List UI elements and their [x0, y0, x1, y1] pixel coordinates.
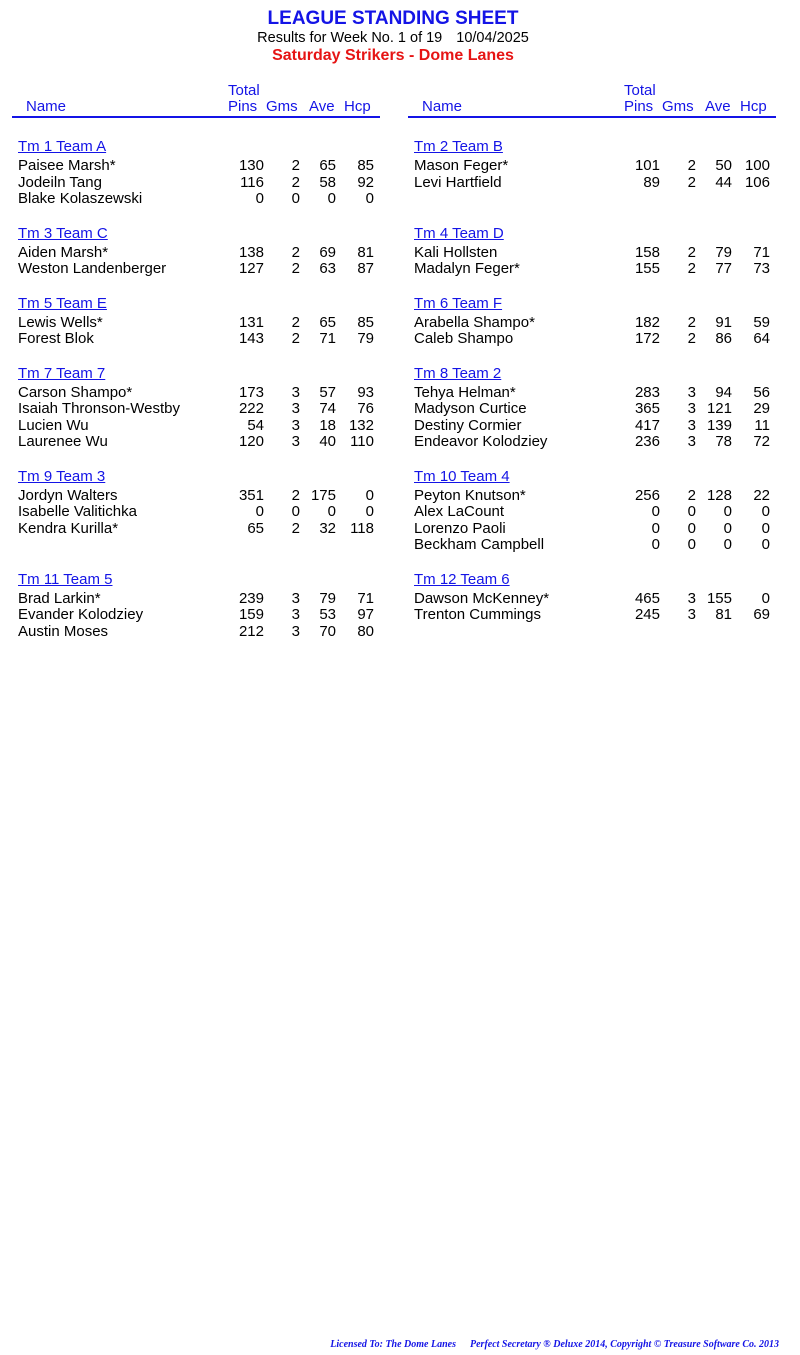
bowler-handicap: 93	[357, 383, 374, 401]
bowler-pins: 155	[634, 260, 660, 277]
bowler-handicap: 87	[357, 260, 374, 277]
bowler-pins: 365	[634, 400, 660, 417]
bowler-pins: 222	[238, 400, 264, 417]
bowler-row	[12, 315, 380, 332]
team-name-link[interactable]: Tm 3 Team C	[18, 224, 108, 242]
bowler-pins: 0	[651, 519, 660, 537]
bowler-name: Forest Blok	[18, 330, 94, 347]
bowler-handicap: 22	[753, 486, 770, 504]
bowler-pins: 239	[238, 589, 264, 607]
bowler-games: 2	[687, 486, 696, 504]
bowler-handicap: 100	[744, 157, 770, 174]
bowler-average: 155	[706, 589, 732, 607]
team-name-link[interactable]: Tm 5 Team E	[18, 294, 107, 312]
bowler-games: 2	[687, 330, 696, 347]
bowler-handicap: 0	[761, 536, 770, 553]
bowler-pins: 127	[238, 260, 264, 277]
bowler-row	[408, 245, 776, 262]
bowler-average: 71	[319, 330, 336, 347]
bowler-name: Brad Larkin*	[18, 589, 101, 607]
bowler-average: 57	[319, 383, 336, 401]
bowler-pins: 89	[643, 173, 660, 191]
bowler-games: 3	[291, 400, 300, 417]
team-block	[12, 225, 380, 278]
bowler-games: 0	[291, 190, 300, 207]
bowler-name: Caleb Shampo	[414, 330, 514, 347]
bowler-average: 81	[715, 606, 732, 623]
team-name-link[interactable]: Tm 4 Team D	[414, 224, 504, 242]
bowler-pins: 417	[634, 416, 660, 434]
bowler-name: Isaiah Thronson-Westby	[18, 400, 181, 417]
bowler-average: 0	[723, 536, 732, 553]
bowler-pins: 351	[238, 486, 264, 504]
bowler-games: 3	[687, 589, 696, 607]
team-block	[408, 225, 776, 278]
bowler-average: 0	[723, 519, 732, 537]
bowler-games: 3	[291, 383, 300, 401]
bowler-row	[12, 175, 380, 192]
bowler-average: 91	[715, 313, 732, 331]
bowler-name: Beckham Campbell	[414, 536, 545, 553]
bowler-pins: 0	[255, 503, 264, 520]
bowler-pins: 0	[651, 536, 660, 553]
team-block	[408, 571, 776, 641]
bowler-name: Mason Feger*	[414, 157, 509, 174]
bowler-games: 3	[687, 400, 696, 417]
bowler-pins: 101	[634, 157, 660, 174]
team-block	[12, 468, 380, 554]
bowler-games: 3	[687, 416, 696, 434]
bowler-handicap: 71	[357, 589, 374, 607]
bowler-name: Alex LaCount	[414, 503, 505, 520]
bowler-games: 2	[291, 157, 300, 174]
bowler-pins: 130	[238, 157, 264, 174]
name-header: Name	[422, 98, 463, 115]
bowler-pins: 158	[634, 243, 660, 261]
bowler-name: Lorenzo Paoli	[414, 519, 506, 537]
bowler-name: Blake Kolaszewski	[18, 190, 143, 207]
bowler-handicap: 80	[357, 622, 374, 640]
bowler-games: 2	[687, 313, 696, 331]
bowler-handicap: 56	[753, 383, 770, 401]
bowler-pins: 131	[238, 313, 264, 331]
team-block	[408, 138, 776, 208]
bowler-row	[12, 385, 380, 402]
bowler-name: Tehya Helman*	[414, 383, 516, 401]
bowler-handicap: 29	[753, 400, 770, 417]
bowler-average: 86	[715, 330, 732, 347]
bowler-name: Trenton Cummings	[414, 606, 541, 623]
bowler-row	[12, 591, 380, 608]
bowler-row	[408, 488, 776, 505]
report-date: 10/04/2025	[456, 30, 529, 46]
bowler-handicap: 106	[744, 173, 770, 191]
bowler-games: 0	[291, 503, 300, 520]
bowler-name: Levi Hartfield	[414, 173, 502, 191]
bowler-games: 3	[687, 606, 696, 623]
bowler-name: Jordyn Walters	[18, 486, 118, 504]
team-block	[12, 295, 380, 348]
column-header	[408, 82, 776, 118]
bowler-handicap: 85	[357, 157, 374, 174]
pins-header: Pins	[624, 98, 654, 115]
bowler-name: Jodeiln Tang	[18, 173, 102, 191]
bowler-pins: 116	[240, 173, 264, 191]
report-title: LEAGUE STANDING SHEET	[267, 8, 519, 29]
bowler-handicap: 132	[348, 416, 374, 434]
bowler-average: 77	[715, 260, 732, 277]
bowler-row	[12, 401, 380, 418]
bowler-name: Kendra Kurilla*	[18, 519, 119, 537]
bowler-pins: 143	[238, 330, 264, 347]
bowler-pins: 256	[634, 486, 660, 504]
team-name-link[interactable]: Tm 10 Team 4	[414, 467, 510, 485]
bowler-handicap: 0	[761, 503, 770, 520]
games-header: Gms	[662, 98, 694, 115]
pins-header: Pins	[228, 98, 258, 115]
bowler-average: 74	[319, 400, 336, 417]
league-name: Saturday Strikers - Dome Lanes	[272, 47, 514, 64]
bowler-average: 0	[327, 190, 336, 207]
bowler-handicap: 73	[753, 260, 770, 277]
bowler-games: 3	[687, 433, 696, 450]
team-block	[12, 365, 380, 451]
bowler-games: 2	[291, 260, 300, 277]
bowler-row	[408, 607, 776, 624]
bowler-average: 79	[715, 243, 732, 261]
bowler-average: 175	[310, 486, 336, 504]
bowler-handicap: 118	[350, 519, 374, 537]
bowler-name: Weston Landenberger	[18, 260, 167, 277]
bowler-row	[12, 261, 380, 278]
bowler-average: 40	[319, 433, 336, 450]
bowler-handicap: 0	[365, 190, 374, 207]
bowler-row	[12, 488, 380, 505]
bowler-average: 69	[319, 243, 336, 261]
bowler-games: 2	[291, 330, 300, 347]
bowler-name: Madalyn Feger*	[414, 260, 520, 277]
bowler-name: Evander Kolodziey	[18, 606, 144, 623]
bowler-pins: 0	[651, 503, 660, 520]
bowler-row	[408, 261, 776, 278]
bowler-games: 0	[687, 519, 696, 537]
bowler-average: 53	[319, 606, 336, 623]
bowler-average: 44	[715, 173, 732, 191]
bowler-row	[12, 331, 380, 348]
bowler-pins: 245	[634, 606, 660, 623]
bowler-row	[12, 191, 380, 208]
bowler-row	[408, 504, 776, 521]
bowler-row	[12, 624, 380, 641]
bowler-average: 32	[319, 519, 336, 537]
bowler-row	[12, 504, 380, 521]
team-block	[12, 571, 380, 641]
bowler-name: Aiden Marsh*	[18, 243, 109, 261]
bowler-name: Peyton Knutson*	[414, 486, 526, 504]
bowler-average: 121	[706, 400, 732, 417]
bowler-average: 79	[319, 589, 336, 607]
team-name-link[interactable]: Tm 7 Team 7	[18, 364, 106, 382]
team-block	[408, 468, 776, 554]
bowler-pins: 0	[255, 190, 264, 207]
bowler-average: 139	[706, 416, 732, 434]
bowler-average: 70	[319, 622, 336, 640]
bowler-row	[12, 158, 380, 175]
team-block	[408, 365, 776, 451]
bowler-average: 65	[319, 313, 336, 331]
bowler-games: 2	[687, 157, 696, 174]
bowler-name: Laurenee Wu	[18, 433, 108, 450]
report-header	[0, 8, 786, 66]
handicap-header: Hcp	[344, 98, 371, 115]
bowler-handicap: 0	[365, 486, 374, 504]
team-name-link[interactable]: Tm 11 Team 5	[18, 570, 113, 588]
licensed-to: Licensed To: The Dome Lanes	[330, 1339, 456, 1350]
bowler-name: Endeavor Kolodziey	[414, 433, 548, 450]
bowler-average: 0	[327, 503, 336, 520]
average-header: Ave	[309, 98, 335, 115]
bowler-games: 2	[687, 260, 696, 277]
bowler-pins: 236	[634, 433, 660, 450]
team-name-link[interactable]: Tm 12 Team 6	[414, 570, 510, 588]
bowler-pins: 182	[634, 313, 660, 331]
bowler-row	[408, 401, 776, 418]
software-credit: Perfect Secretary ® Deluxe 2014, Copyright © Treasure Software Co. 2013	[470, 1339, 779, 1350]
bowler-average: 58	[319, 173, 336, 191]
bowler-name: Arabella Shampo*	[414, 313, 535, 331]
handicap-header: Hcp	[740, 98, 767, 115]
bowler-name: Dawson McKenney*	[414, 589, 550, 607]
name-header: Name	[26, 98, 67, 115]
team-name-link[interactable]: Tm 9 Team 3	[18, 467, 106, 485]
bowler-handicap: 0	[761, 519, 770, 537]
bowler-games: 2	[687, 173, 696, 191]
column-header	[12, 82, 380, 118]
bowler-row	[408, 315, 776, 332]
bowler-games: 0	[687, 503, 696, 520]
bowler-row	[408, 331, 776, 348]
team-name-link[interactable]: Tm 6 Team F	[414, 294, 503, 312]
bowler-row	[408, 434, 776, 451]
bowler-row	[12, 434, 380, 451]
bowler-name: Lewis Wells*	[18, 313, 103, 331]
team-name-link[interactable]: Tm 2 Team B	[414, 138, 503, 155]
bowler-average: 94	[715, 383, 732, 401]
team-list	[408, 118, 776, 640]
bowler-games: 3	[291, 416, 300, 434]
average-header: Ave	[705, 98, 731, 115]
bowler-pins: 172	[634, 330, 660, 347]
bowler-row	[408, 418, 776, 435]
bowler-games: 3	[291, 606, 300, 623]
bowler-name: Isabelle Valitichka	[18, 503, 137, 520]
bowler-pins: 283	[634, 383, 660, 401]
bowler-games: 3	[291, 433, 300, 450]
team-list	[12, 118, 380, 640]
bowler-pins: 54	[247, 416, 264, 434]
team-name-link[interactable]: Tm 1 Team A	[18, 138, 107, 155]
total-header: Total	[228, 82, 260, 99]
bowler-games: 2	[291, 486, 300, 504]
bowler-handicap: 76	[357, 400, 374, 417]
bowler-average: 128	[706, 486, 732, 504]
bowler-name: Austin Moses	[18, 622, 109, 640]
bowler-average: 78	[715, 433, 732, 450]
bowler-handicap: 0	[761, 589, 770, 607]
bowler-pins: 159	[238, 606, 264, 623]
bowler-games: 3	[687, 383, 696, 401]
bowler-handicap: 0	[365, 503, 374, 520]
bowler-average: 63	[319, 260, 336, 277]
bowler-handicap: 85	[357, 313, 374, 331]
bowler-pins: 65	[247, 519, 264, 537]
bowler-name: Kali Hollsten	[414, 243, 498, 261]
bowler-name: Carson Shampo*	[18, 383, 133, 401]
team-block	[408, 295, 776, 348]
bowler-handicap: 64	[753, 330, 770, 347]
bowler-pins: 212	[238, 622, 264, 640]
bowler-row	[12, 521, 380, 538]
bowler-handicap: 81	[357, 243, 374, 261]
bowler-pins: 138	[238, 243, 264, 261]
bowler-handicap: 71	[753, 243, 770, 261]
bowler-average: 65	[319, 157, 336, 174]
bowler-handicap: 11	[754, 416, 770, 434]
bowler-name: Lucien Wu	[18, 416, 89, 434]
bowler-row	[12, 607, 380, 624]
bowler-games: 2	[291, 519, 300, 537]
bowler-name: Destiny Cormier	[414, 416, 522, 434]
team-block	[12, 138, 380, 208]
bowler-pins: 465	[634, 589, 660, 607]
bowler-average: 18	[319, 416, 336, 434]
bowler-handicap: 110	[350, 433, 374, 450]
bowler-pins: 120	[238, 433, 264, 450]
bowler-name: Madyson Curtice	[414, 400, 527, 417]
bowler-handicap: 69	[753, 606, 770, 623]
bowler-row	[408, 385, 776, 402]
bowler-games: 2	[687, 243, 696, 261]
bowler-games: 3	[291, 589, 300, 607]
team-name-link[interactable]: Tm 8 Team 2	[414, 364, 502, 382]
bowler-row	[408, 537, 776, 554]
bowler-handicap: 59	[753, 313, 770, 331]
bowler-handicap: 79	[357, 330, 374, 347]
report-subtitle	[0, 30, 786, 46]
bowler-row	[408, 158, 776, 175]
bowler-handicap: 97	[357, 606, 374, 623]
bowler-handicap: 92	[357, 173, 374, 191]
bowler-games: 3	[291, 622, 300, 640]
bowler-handicap: 72	[753, 433, 770, 450]
bowler-games: 2	[291, 313, 300, 331]
bowler-average: 0	[723, 503, 732, 520]
right-column	[408, 82, 776, 657]
bowler-games: 0	[687, 536, 696, 553]
bowler-games: 2	[291, 173, 300, 191]
bowler-row	[408, 521, 776, 538]
bowler-row	[12, 418, 380, 435]
bowler-row	[408, 175, 776, 192]
bowler-row	[408, 591, 776, 608]
bowler-games: 2	[291, 243, 300, 261]
left-column	[12, 82, 380, 657]
bowler-pins: 173	[238, 383, 264, 401]
bowler-row	[12, 245, 380, 262]
games-header: Gms	[266, 98, 298, 115]
license-footer	[0, 1339, 779, 1350]
bowler-name: Paisee Marsh*	[18, 157, 116, 174]
bowler-average: 50	[715, 157, 732, 174]
week-results: Results for Week No. 1 of 19	[257, 30, 443, 46]
total-header: Total	[624, 82, 656, 99]
